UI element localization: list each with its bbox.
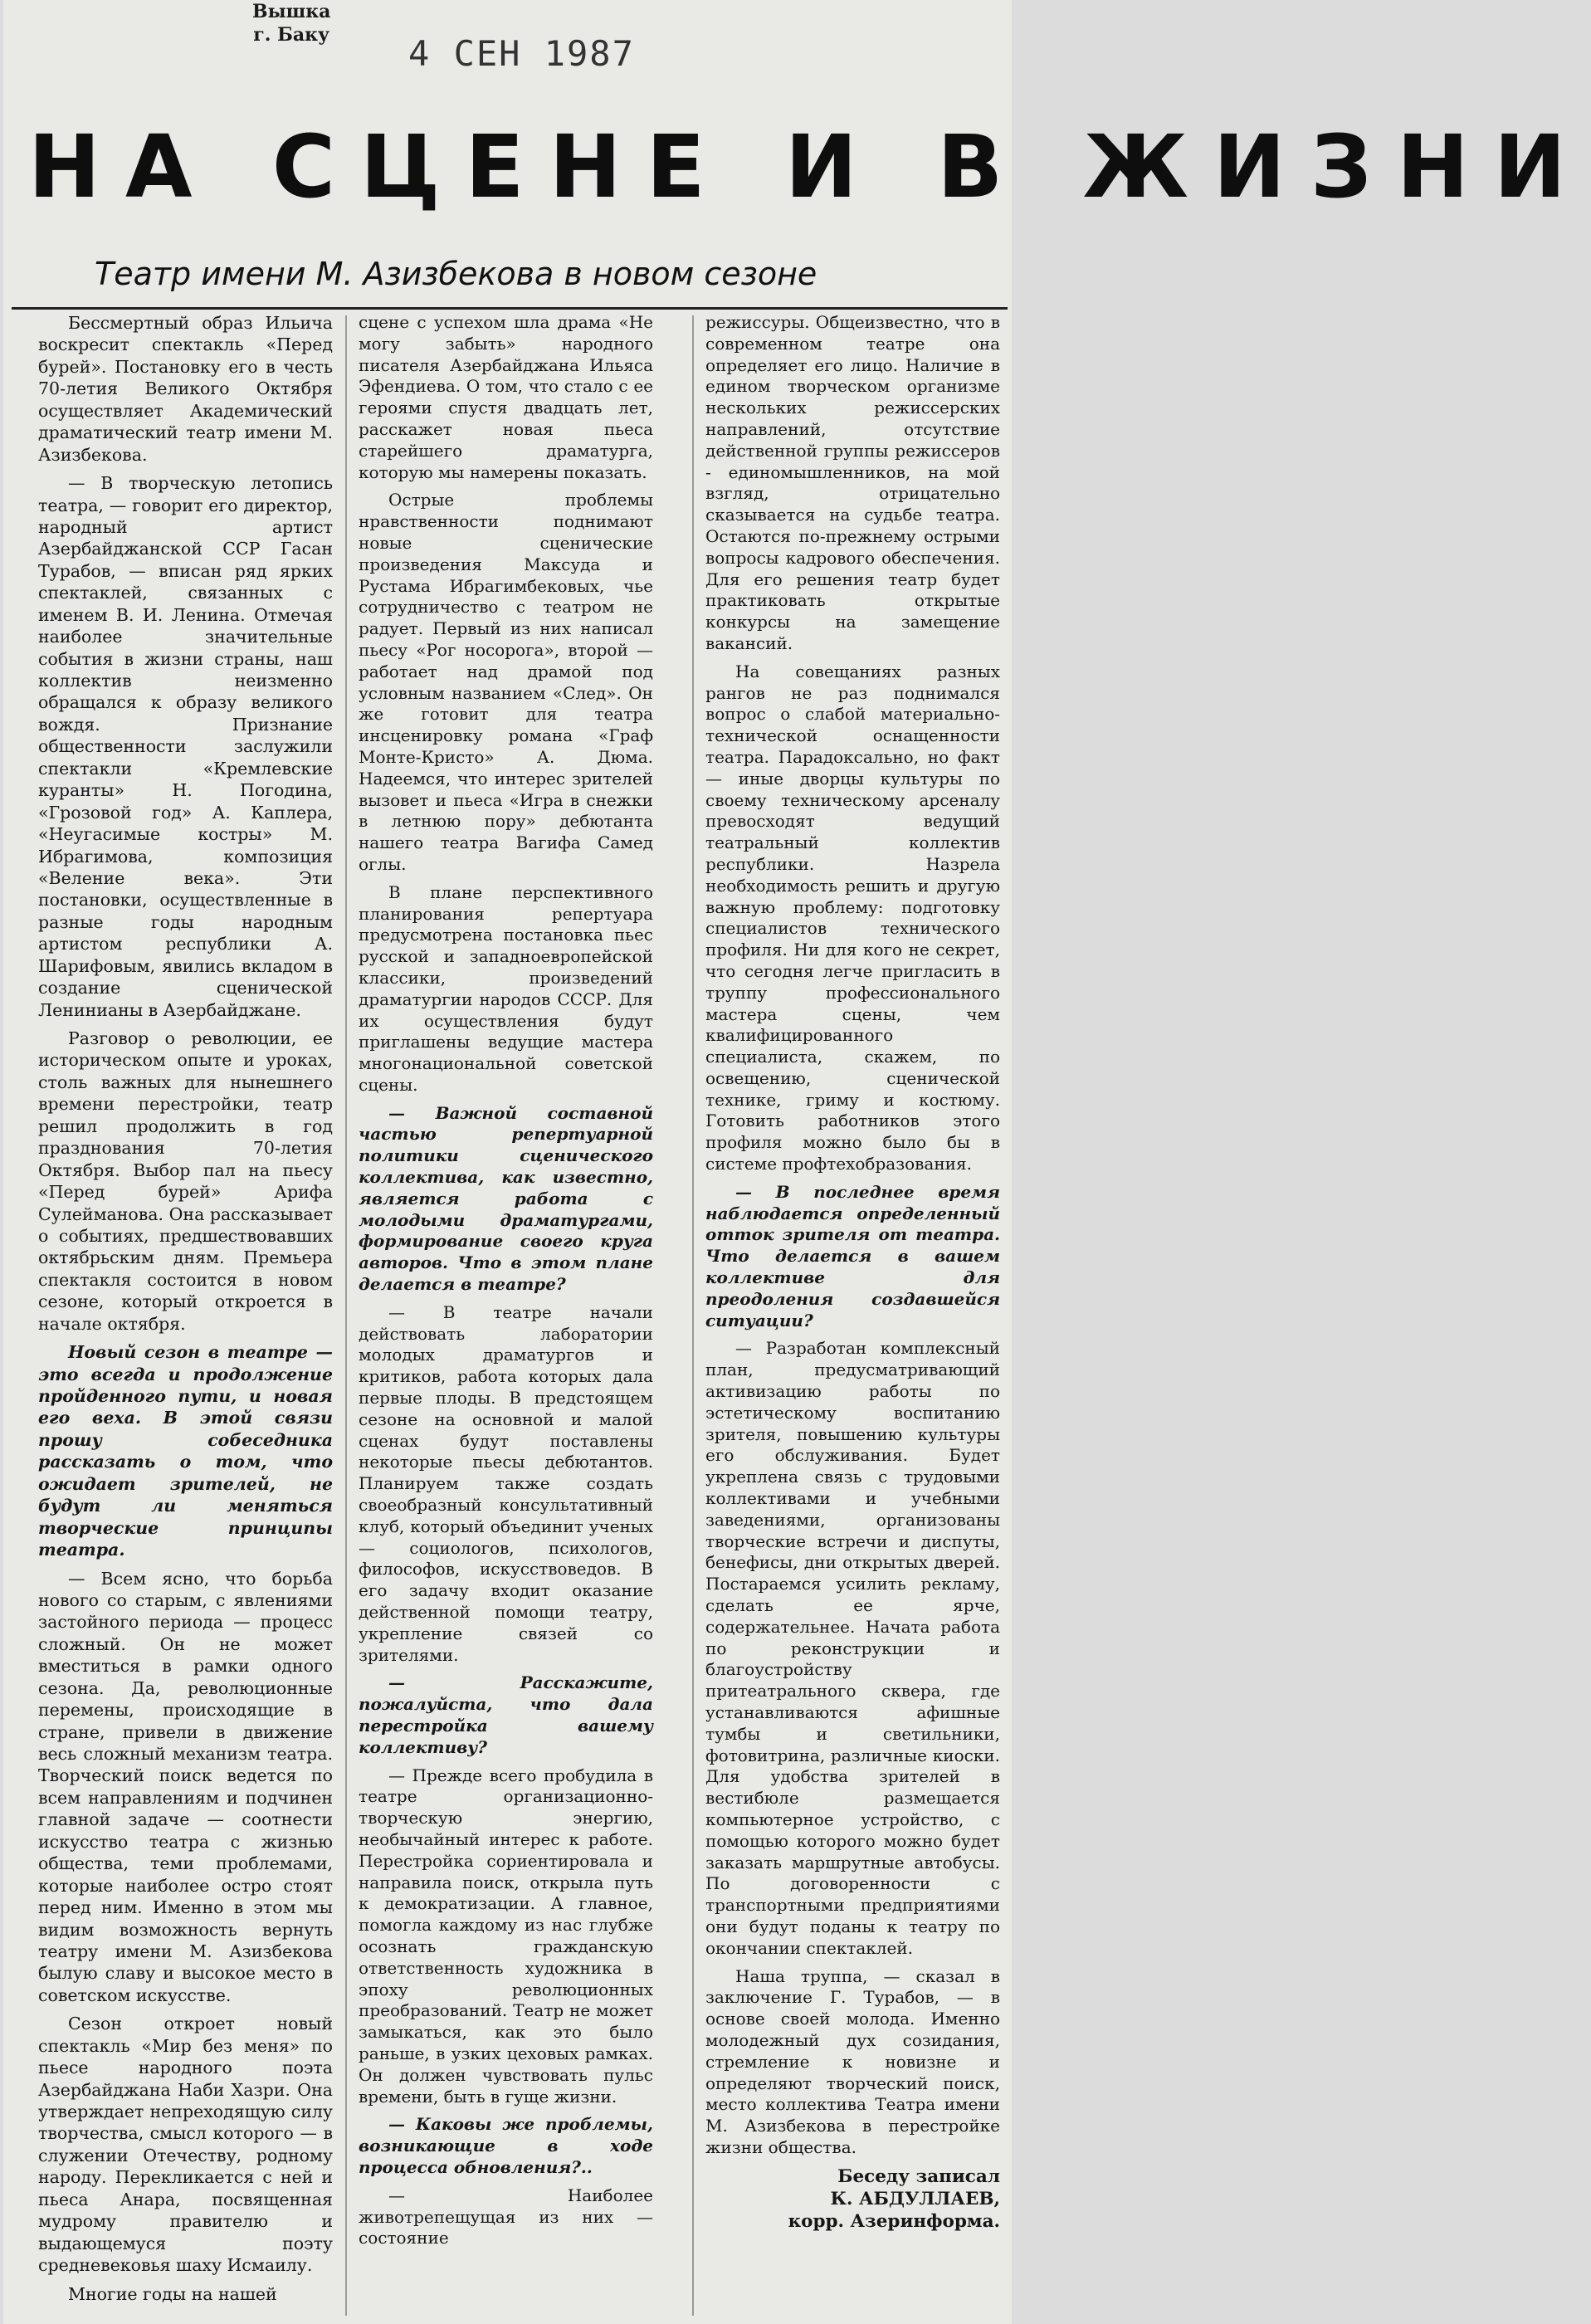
article-paragraph: Острые проблемы нравственности поднимают новые сценические произведения Максуда и Рустама Ибрагимбековых, чье сотрудничество с театром не радует. Первый из них написал пьесу «Рог носорога», второй — работает над драмой под условным названием «След». Он же готовит для театра инсценировку романа «Граф Монте-Кристо» А. Дюма. Надеемся, что интерес зрителей вызовет и пьеса «Игра в снежки в летнюю пору» дебютанта нашего театра Вагифа Самед оглы. (359, 490, 653, 874)
article-paragraph: Многие годы на нашей (68, 2283, 277, 2304)
date-stamp: 4 СЕН 1987 (408, 33, 635, 74)
column-divider (345, 315, 347, 2316)
article-paragraph: Сезон откроет новый спектакль «Мир без меня» по пьесе народного поэта Азербайджана Наби Хазри. Она утверждает непреходящую силу творчества, смысл которого — в служении Отечеству, родному народу. Перекликается с ней и пьеса Анара, посвященная мудрому правителю и выдающемуся поэту средневековья шаху Исмаилу. (38, 2014, 333, 2276)
article-paragraph: сцене с успехом шла драма «Не могу забыть» народного писателя Азербайджана Ильяса Эфендиева. О том, что стало с ее героями спустя двадцать лет, расскажет новая пьеса старейшего драматурга, которую мы намерены показать. (359, 312, 653, 482)
article-paragraph: На совещаниях разных рангов не раз поднимался вопрос о слабой материально-технической оснащенности театра. Парадоксально, но факт — иные дворцы культуры по своему техническому арсеналу превосходят ведущий театральный коллектив республики. Назрела необходимость решить и другую важную проблему: подготовку специалистов технического профиля. Ни для кого не секрет, что сегодня легче пригласить в труппу профессионального мастера сцены, чем квалифицированного специалиста, скажем, по освещению, сценической технике, гриму и костюму. Готовить работников этого профиля можно было бы в системе профтехобразования. (705, 661, 1000, 1174)
interview-question: — Важной составной частью репертуарной политики сценического коллектива, как известно, является работа с молодыми драматургами, формирование своего круга авторов. Что в этом плане делается в театре? (359, 1102, 653, 1295)
article-column-3 (705, 312, 1000, 2233)
article-subtitle: Театр имени М. Азизбекова в новом сезоне (95, 256, 817, 292)
byline-affiliation: корр. Азеринформа. (788, 2210, 1000, 2232)
article-paragraph: Бессмертный образ Ильича воскресит спектакль «Перед бурей». Постановку его в честь 70-летия Великого Октября осуществляет Академический драматический театр имени М. Азизбекова. (38, 313, 333, 465)
article-column-2 (359, 312, 653, 2256)
source-note (252, 0, 330, 46)
interview-question: — Каковы же проблемы, возникающие в ходе процесса обновления?.. (359, 2114, 653, 2177)
interview-question: — Расскажите, пожалуйста, что дала перестройка вашему коллективу? (359, 1672, 653, 1757)
article-paragraph: — В театре начали действовать лаборатории молодых драматургов и критиков, работа которых дала первые плоды. В предстоящем сезоне на основной и малой сценах будут поставлены некоторые пьесы дебютантов. Планируем также создать своеобразный консультативный клуб, который объединит ученых — социологов, психологов, философов, искусствоведов. В его задачу входит оказание действенной помощи театру, укрепление связей со зрителями. (359, 1301, 653, 1665)
column-divider (692, 315, 694, 2316)
article-paragraph: — Прежде всего пробудила в театре организационно-творческую энергию, необычайный интерес к работе. Перестройка сориентировала и направила поиск, открыла путь к демократизации. А главное, помогла каждому из нас глубже осознать гражданскую ответственность художника в эпоху революционных преобразований. Театр не может замыкаться, как это было раньше, в узких цеховых рамках. Он должен чувствовать пульс времени, быть в гуще жизни. (359, 1765, 653, 2107)
article-column-1 (38, 312, 333, 2312)
newspaper-clipping (3, 0, 1591, 2324)
article-paragraph: — Разработан комплексный план, предусматривающий активизацию работы по эстетическому воспитанию зрителя, повышению культуры его обслуживания. Будет укреплена связь с трудовыми коллективами и учебными заведениями, организованы творческие встречи и диспуты, бенефисы, дни открытых дверей. Постараемся усилить рекламу, сделать ее ярче, содержательнее. Начата работа по реконструкции и благоустройству притеатрального сквера, где устанавливаются афишные тумбы и светильники, фотовитрина, различные киоски. Для удобства зрителей в вестибюле размещается компьютерное устройство, с помощью которого можно будет заказать маршрутные автобусы. По договоренности с транспортными предприятиями они будут поданы к театру по окончании спектаклей. (705, 1338, 1000, 1958)
article-paragraph: — Всем ясно, что борьба нового со старым, с явлениями застойного периода — процесс сложный. Он не может вместиться в рамки одного сезона. Да, революционные перемены, происходящие в стране, привели в движение весь сложный механизм театра. Творческий поиск ведется по всем направлениям и подчинен главной задаче — соотнести искусство театра с жизнью общества, теми проблемами, которые наиболее остро стоят перед ним. Именно в этом мы видим возможность вернуть театру имени М. Азизбекова былую славу и высокое место в советском искусстве. (38, 1568, 333, 2005)
article-paragraph: В плане перспективного планирования репертуара предусмотрена постановка пьес русской и западноевропейской классики, произведений драматургии народов СССР. Для их осуществления будут приглашены ведущие мастера многонациональной советской сцены. (359, 881, 653, 1095)
article-paragraph: Разговор о революции, ее историческом опыте и уроках, столь важных для нынешнего времени перестройки, театр решил продолжить в год празднования 70-летия Октября. Выбор пал на пьесу «Перед бурей» Арифа Сулейманова. Она рассказывает о событиях, предшествовавших октябрьским дням. Премьера спектакля состоится в новом сезоне, который откроется в начале октября. (38, 1028, 333, 1334)
article-paragraph: — В творческую летопись театра, — говорит его директор, народный артист Азербайджанской ССР Гасан Турабов, — вписан ряд ярких спектаклей, связанных с именем В. И. Ленина. Отмечая наиболее значительные события в жизни страны, наш коллектив неизменно обращался к образу великого вождя. Признание общественности заслужили спектакли «Кремлевские куранты» Н. Погодина, «Грозовой год» А. Каплера, «Неугасимые костры» М. Ибрагимова, композиция «Веление века». Эти постановки, осуществленные в разные годы народным артистом республики А. Шарифовым, явились вкладом в создание сценической Ленинианы в Азербайджане. (38, 473, 333, 1020)
interview-question: — В последнее время наблюдается определенный отток зрителя от театра. Что делается в вашем коллективе для преодоления создавшейся ситуации? (705, 1181, 1000, 1330)
article-paragraph: — Наиболее животрепещущая из них — состояние (359, 2185, 653, 2248)
article-paragraph: режиссуры. Общеизвестно, что в современном театре она определяет его лицо. Наличие в едином творческом организме нескольких режиссерских направлений, отсутствие действенной группы режиссеров - единомышленников, на мой взгляд, отрицательно сказывается на судьбе театра. Остаются по-прежнему острыми вопросы кадрового обеспечения. Для его решения театр будет практиковать открытые конкурсы на замещение вакансий. (705, 312, 1000, 653)
article-headline: НА СЦЕНЕ И В ЖИЗНИ (28, 116, 1591, 217)
interview-question: Новый сезон в театре — это всегда и продолжение пройденного пути, и новая его веха. В этой связи прошу собеседника рассказать о том, что ожидает зрителей, не будут ли меняться творческие принципы театра. (38, 1342, 333, 1560)
article-paragraph: Наша труппа, — сказал в заключение Г. Турабов, — в основе своей молода. Именно молодежный дух созидания, стремление к новизне и определяют творческий поиск, место коллектива Театра имени М. Азизбекова в перестройке жизни общества. (705, 1965, 1000, 2157)
byline-line-1: Беседу записал (837, 2165, 1000, 2187)
newspaper-name: Вышка (252, 1, 331, 22)
byline-author: К. АБДУЛЛАЕВ, (830, 2188, 1000, 2209)
city-label: г. Баку (253, 24, 330, 46)
byline (705, 2165, 1000, 2233)
divider-rule (12, 307, 1008, 310)
